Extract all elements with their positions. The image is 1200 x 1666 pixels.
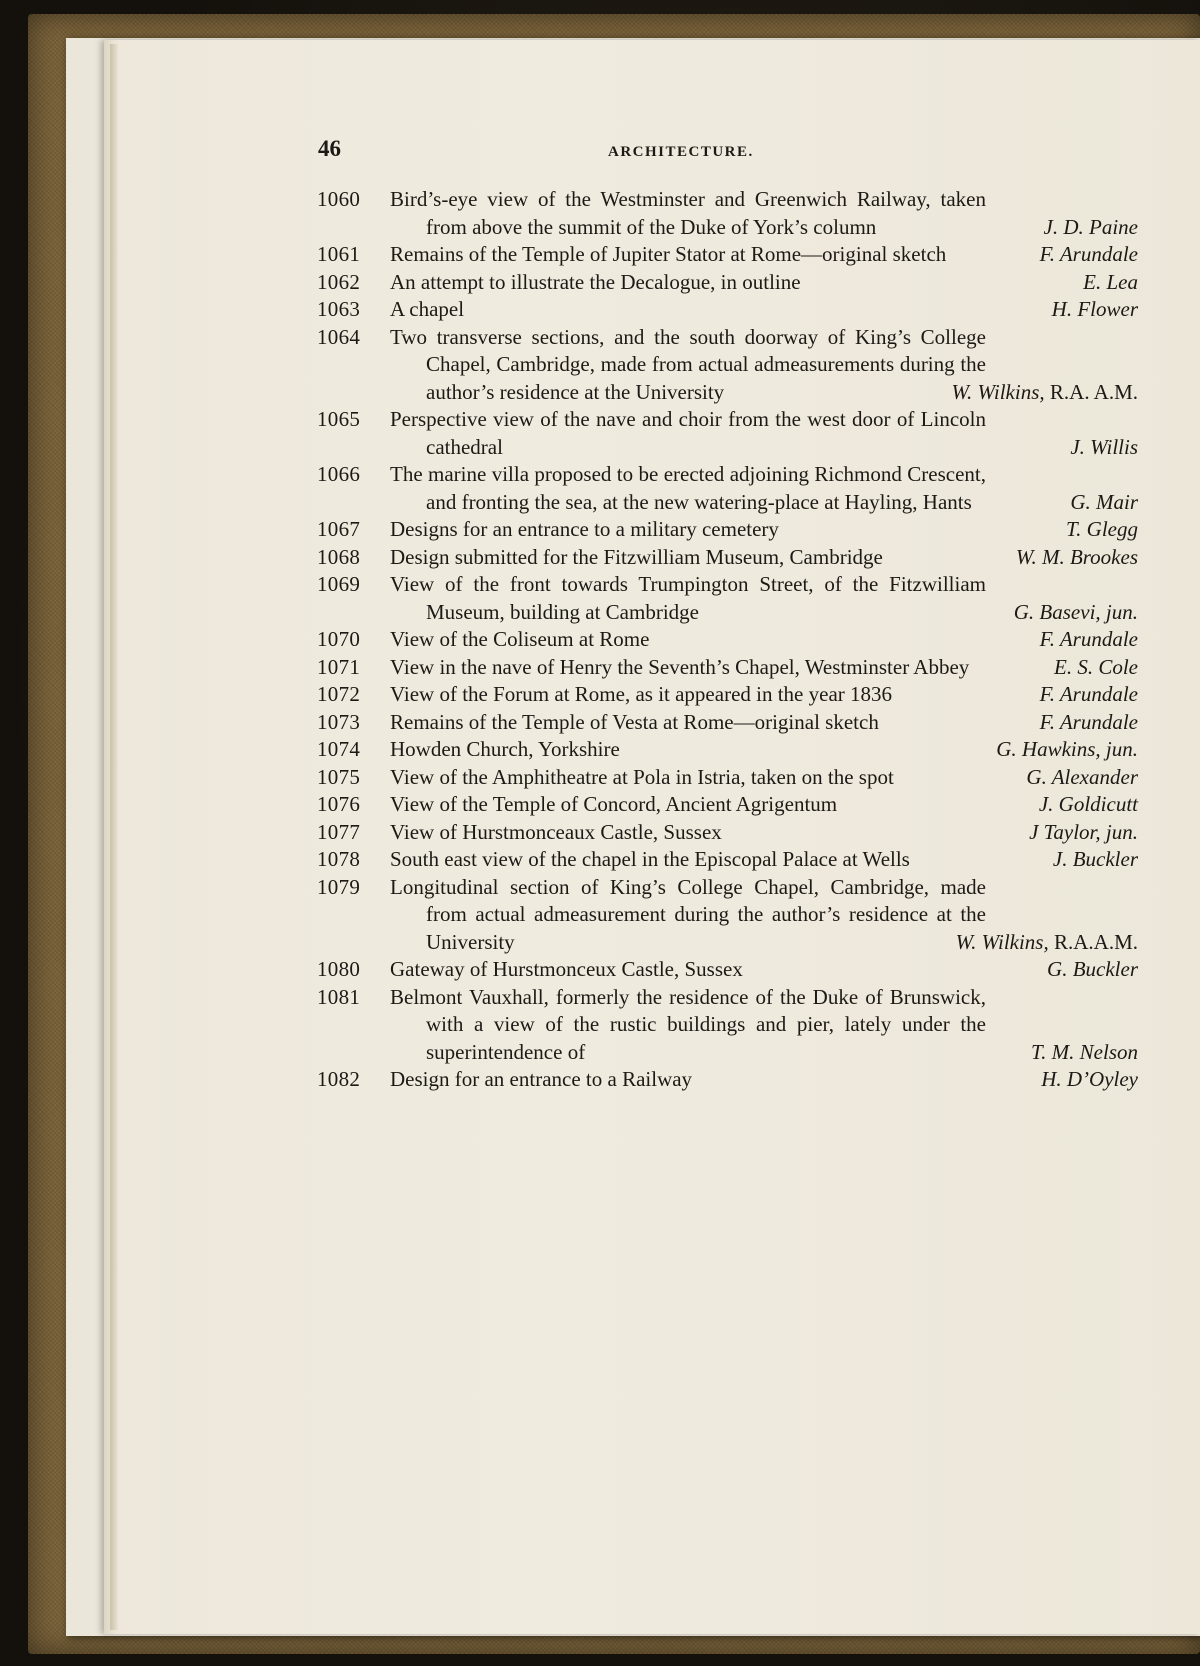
section-heading: ARCHITECTURE.	[608, 144, 754, 160]
catalogue-entry	[318, 681, 1138, 709]
entry-author: T. M. Nelson	[1031, 1039, 1138, 1064]
entry-title: Howden Church, Yorkshire	[390, 737, 620, 761]
catalogue-entry	[318, 626, 1138, 654]
entry-author: G. Basevi, jun.	[1013, 599, 1138, 624]
entry-title: View of the Coliseum at Rome	[390, 627, 650, 651]
entry-title: Design submitted for the Fitzwilliam Museum, Cambridge	[390, 544, 883, 569]
entry-author: J. Willis	[1070, 434, 1138, 459]
entry-author: E. Lea	[1083, 269, 1138, 294]
entry-title: Belmont Vauxhall, formerly the residence of the Duke of Brunswick, with a view of the rustic buildings and pier, lately under the superintendence of	[390, 984, 986, 1064]
entry-title: View in the nave of Henry the Seventh’s Chapel, Westminster Abbey	[390, 654, 970, 679]
entry-author: E. S. Cole	[1054, 654, 1138, 679]
page-gutter	[110, 44, 118, 1630]
entry-title: View of the Forum at Rome, as it appeared in the year 1836	[390, 682, 893, 706]
page-number: 46	[318, 136, 341, 161]
catalogue-entry	[318, 324, 1138, 407]
entry-title: An attempt to illustrate the Decalogue, in outline	[390, 269, 801, 294]
catalogue-entry	[318, 709, 1138, 737]
entry-title: Two transverse sections, and the south doorway of King’s College Chapel, Cambridge, made from actual admeasurements during the author’s residence at the University	[390, 324, 986, 404]
entry-title: The marine villa proposed to be erected adjoining Richmond Crescent, and fronting the sea, at the new watering-place at Hayling, Hants	[390, 462, 986, 514]
catalogue-entry	[318, 984, 1138, 1067]
entry-title: Gateway of Hurstmonceux Castle, Sussex	[390, 957, 743, 981]
entry-author: W. Wilkins,	[955, 929, 1049, 954]
entry-title: Longitudinal section of King’s College Chapel, Cambridge, made from actual admeasurement during the author’s residence at the University	[390, 874, 986, 954]
catalogue-entry	[318, 544, 1138, 572]
entry-author: F. Arundale	[1039, 709, 1138, 734]
entry-number: 1076	[317, 792, 361, 816]
catalogue-entries	[318, 186, 1138, 1094]
entry-number: 1074	[317, 737, 361, 761]
entry-author: G. Alexander	[1026, 764, 1138, 789]
catalogue-entry	[318, 1066, 1138, 1094]
entry-author: W. M. Brookes	[1015, 544, 1138, 569]
entry-author: J Taylor, jun.	[1029, 819, 1138, 844]
entry-author: J. Buckler	[1052, 847, 1138, 871]
entry-number: 1063	[317, 297, 361, 321]
entry-number: 1067	[317, 517, 361, 541]
entry-number: 1073	[317, 709, 361, 734]
entry-author: G. Mair	[1070, 489, 1138, 514]
catalogue-entry	[318, 654, 1138, 682]
entry-number: 1078	[317, 847, 361, 871]
running-head	[318, 136, 1138, 186]
entry-title: Perspective view of the nave and choir from the west door of Lincoln cathedral	[390, 407, 986, 459]
entry-number: 1068	[317, 544, 361, 569]
entry-title: Remains of the Temple of Vesta at Rome—original sketch	[390, 709, 879, 734]
entry-attribution	[390, 296, 1138, 324]
entry-number: 1077	[317, 819, 361, 844]
entry-author-honours: R.A.A.M.	[1053, 929, 1138, 954]
catalogue-entry	[318, 296, 1138, 324]
entry-author: F. Arundale	[1039, 682, 1138, 706]
entry-title: Remains of the Temple of Jupiter Stator at Rome—original sketch	[390, 242, 947, 266]
entry-title: Designs for an entrance to a military cemetery	[390, 517, 779, 541]
entry-title: View of the Amphitheatre at Pola in Istria, taken on the spot	[390, 764, 894, 789]
entry-number: 1079	[317, 874, 361, 899]
entry-author: T. Glegg	[1066, 517, 1138, 541]
catalogue-entry	[318, 516, 1138, 544]
catalogue-entry	[318, 791, 1138, 819]
catalogue-entry	[318, 269, 1138, 297]
entry-number: 1069	[317, 572, 361, 596]
catalogue-entry	[318, 819, 1138, 847]
catalogue-entry	[318, 764, 1138, 792]
entry-number: 1082	[317, 1067, 361, 1091]
catalogue-entry	[318, 406, 1138, 461]
entry-title: View of the Temple of Concord, Ancient Agrigentum	[390, 792, 838, 816]
entry-number: 1071	[317, 654, 361, 679]
entry-title: Bird’s-eye view of the Westminster and Greenwich Railway, taken from above the summit of the Duke of York’s column	[390, 187, 986, 239]
entry-author: J. Goldicutt	[1038, 792, 1138, 816]
catalogue-entry	[318, 186, 1138, 241]
entry-number: 1072	[317, 682, 361, 706]
entry-author: G. Hawkins, jun.	[996, 737, 1138, 761]
entry-number: 1065	[317, 407, 361, 431]
entry-number: 1080	[317, 957, 361, 981]
page-content	[318, 136, 1138, 1094]
entry-author: W. Wilkins,	[951, 379, 1045, 404]
entry-title: View of Hurstmonceaux Castle, Sussex	[390, 819, 722, 844]
entry-number: 1062	[317, 269, 361, 294]
catalogue-entry	[318, 461, 1138, 516]
entry-author: F. Arundale	[1039, 242, 1138, 266]
catalogue-entry	[318, 241, 1138, 269]
entry-author: H. Flower	[1051, 297, 1138, 321]
entry-title: View of the front towards Trumpington Street, of the Fitzwilliam Museum, building at Cambridge	[390, 572, 986, 624]
catalogue-entry	[318, 874, 1138, 957]
entry-number: 1066	[317, 462, 361, 486]
catalogue-entry	[318, 956, 1138, 984]
entry-number: 1081	[317, 984, 361, 1009]
entry-title: A chapel	[390, 297, 465, 321]
entry-author: J. D. Paine	[1043, 214, 1138, 239]
entry-number: 1070	[317, 627, 361, 651]
catalogue-entry	[318, 571, 1138, 626]
entry-number: 1075	[317, 764, 361, 789]
entry-author: F. Arundale	[1039, 627, 1138, 651]
entry-number: 1064	[317, 324, 361, 349]
catalogue-entry	[318, 846, 1138, 874]
catalogue-entry	[318, 736, 1138, 764]
entry-title: South east view of the chapel in the Episcopal Palace at Wells	[390, 847, 910, 871]
entry-author-honours: R.A. A.M.	[1049, 379, 1138, 404]
entry-number: 1061	[317, 242, 361, 266]
entry-author: G. Buckler	[1047, 957, 1138, 981]
entry-title: Design for an entrance to a Railway	[390, 1067, 693, 1091]
entry-author: H. D’Oyley	[1041, 1067, 1138, 1091]
entry-number: 1060	[317, 187, 361, 211]
